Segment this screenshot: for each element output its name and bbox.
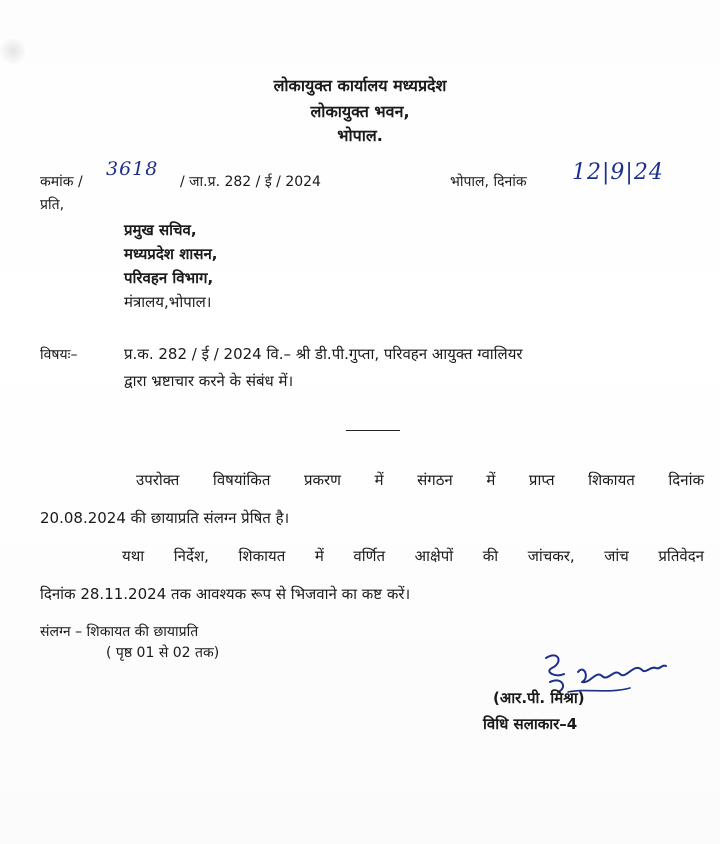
para1-line2: 20.08.2024 की छायाप्रति संलग्न प्रेषित है। <box>40 509 290 527</box>
office-city: भोपाल. <box>337 126 383 145</box>
recipient-title: प्रमुख सचिव, <box>124 221 197 239</box>
separator-line <box>346 430 400 431</box>
subject-line-1: प्र.क. 282 / ई / 2024 वि.– श्री डी.पी.गुप्ता, परिवहन आयुक्त ग्वालियर <box>124 345 523 363</box>
recipient-address: मंत्रालय,भोपाल। <box>124 293 212 311</box>
office-name: लोकायुक्त कार्यालय मध्यप्रदेश <box>273 76 447 95</box>
enclosure-label: संलग्न – शिकायत की छायाप्रति <box>40 624 199 640</box>
office-building: लोकायुक्त भवन, <box>310 102 410 121</box>
recipient-government: मध्यप्रदेश शासन, <box>124 245 218 263</box>
kramank-label: कमांक / <box>40 174 83 190</box>
signatory-name: (आर.पी. मिश्रा) <box>493 689 585 707</box>
reference-number: / जा.प्र. 282 / ई / 2024 <box>180 174 321 190</box>
scan-smudge <box>0 36 26 66</box>
prati-label: प्रति, <box>40 197 65 213</box>
recipient-department: परिवहन विभाग, <box>124 269 214 287</box>
subject-label: विषयः– <box>40 347 78 363</box>
enclosure-pages: ( पृष्ठ 01 से 02 तक) <box>106 645 220 661</box>
kramank-number: 3618 <box>106 158 159 180</box>
para2-line2: दिनांक 28.11.2024 तक आवश्यक रूप से भिजवाने का कष्ट करें। <box>40 585 411 603</box>
para2-line1: यथा निर्देश, शिकायत में वर्णित आक्षेपों की जांचकर, जांच प्रतिवेदन <box>122 547 704 565</box>
date-label: भोपाल, दिनांक <box>450 174 527 190</box>
signatory-designation: विधि सलाकार–4 <box>483 715 578 733</box>
para1-line1: उपरोक्त विषयांकित प्रकरण में संगठन में प्राप्त शिकायत दिनांक <box>136 471 704 489</box>
date-value: 12|9|24 <box>572 160 664 185</box>
subject-line-2: द्वारा भ्रष्टाचार करने के संबंध में। <box>124 372 294 390</box>
